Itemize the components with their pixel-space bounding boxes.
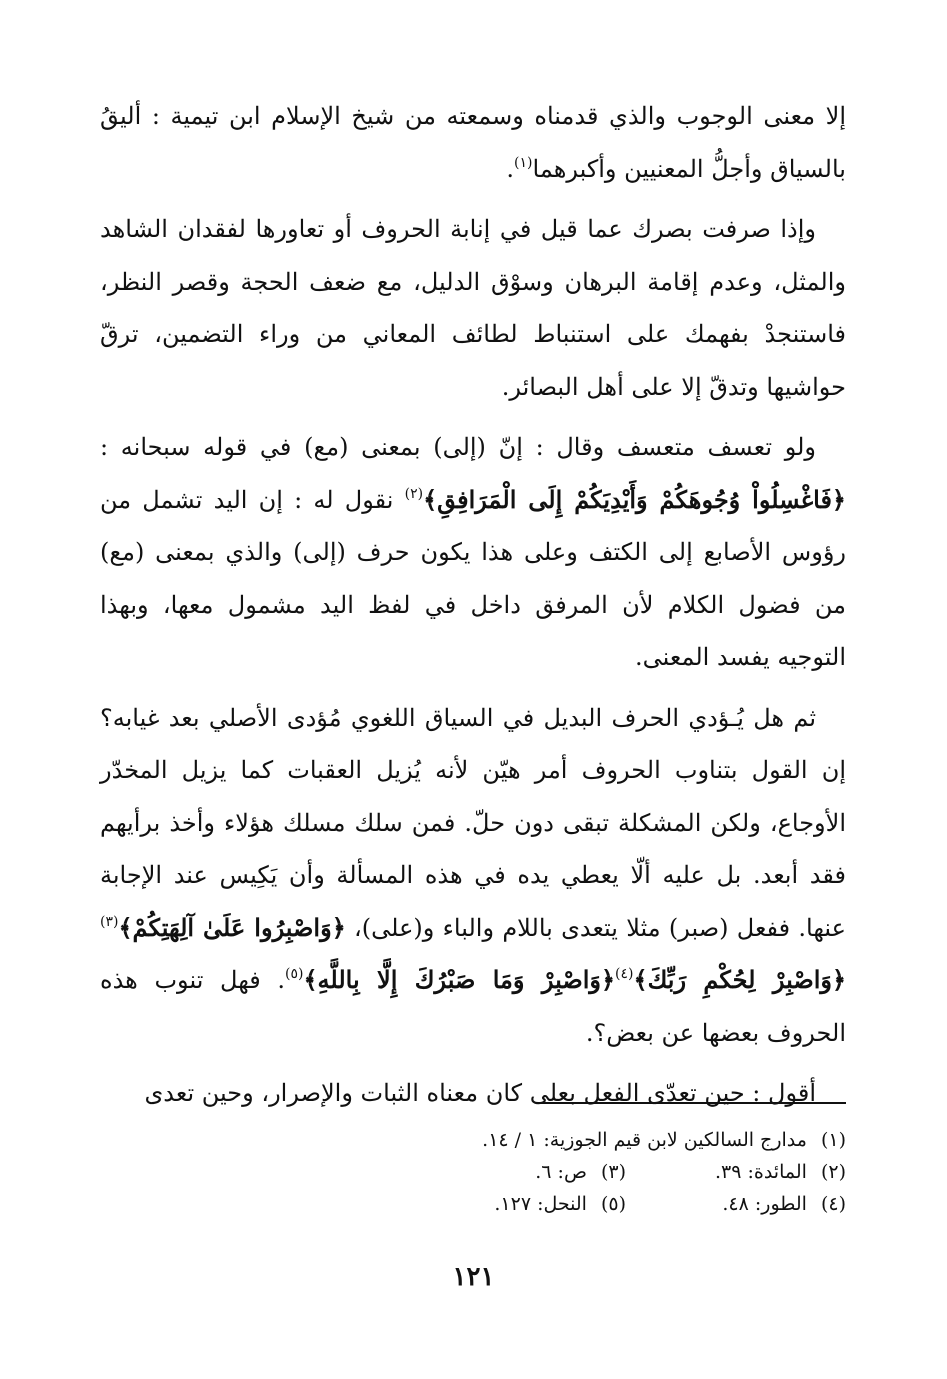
- paragraph-text: أقول : حين تعدّى الفعل بعلى كان معناه الثبات والإصرار، وحين تعدى: [144, 1079, 816, 1107]
- quran-verse: ﴿فَاغْسِلُواْ وُجُوهَكُمْ وَأَيْدِيَكُمْ إِلَى الْمَرَافِقِ﴾: [423, 484, 846, 514]
- paragraph-text: .: [506, 154, 515, 183]
- footnote-marker: (٢): [404, 485, 424, 502]
- paragraph-text: . فهل تنوب هذه الحروف بعضها عن بعض؟.: [100, 966, 846, 1047]
- footnote-separator: [540, 1102, 846, 1104]
- footnote-4: [626, 1188, 846, 1220]
- footnote-text: الطور: ٤٨.: [722, 1193, 807, 1215]
- quran-verse: ﴿وَاصْبِرْ لِحُكْمِ رَبِّكَ﴾: [633, 965, 847, 994]
- paragraph-text: نقول له : إن اليد تشمل من رؤوس الأصابع إلى الكتف وعلى هذا يكون حرف (إلى) والذي بمعنى (مع) من فضول الكلام لأن المرفق داخل في لفظ اليد مشمول معها، وبهذا التوجيه يفسد المعنى.: [100, 485, 846, 671]
- quran-verse: ﴿وَاصْبِرْ وَمَا صَبْرُكَ إِلَّا بِاللَّهِ﴾: [303, 965, 616, 994]
- footnotes: [100, 1124, 846, 1220]
- paragraph: [100, 90, 846, 195]
- paragraph-text: إلا معنى الوجوب والذي قدمناه وسمعته من شيخ الإسلام ابن تيمية : أليقُ بالسياق وأجلُّ المعنيين وأكبرهما: [100, 102, 846, 183]
- footnote-row: [100, 1124, 846, 1156]
- footnote-text: ص: ٦.: [535, 1161, 587, 1183]
- paragraph: [100, 1067, 846, 1120]
- footnote-text: مدارج السالكين لابن قيم الجوزية: ١ / ١٤.: [482, 1129, 807, 1151]
- footnote-marker: (١): [514, 154, 533, 171]
- footnote-marker: (٣): [100, 913, 119, 930]
- footnote-row: [100, 1188, 846, 1220]
- footnote-number: (٣): [600, 1161, 626, 1183]
- footnote-3: [406, 1156, 626, 1188]
- body-text: [100, 90, 846, 1128]
- footnote-text: المائدة: ٣٩.: [714, 1161, 807, 1183]
- paragraph: [100, 421, 846, 684]
- footnote-1: [482, 1124, 846, 1156]
- footnote-number: (٢): [820, 1161, 846, 1183]
- footnote-number: (١): [820, 1129, 846, 1151]
- footnote-5: [406, 1188, 626, 1220]
- footnote-number: (٤): [820, 1193, 846, 1215]
- paragraph-text: ثم هل يُـؤدي الحرف البديل في السياق اللغوي مُؤدى الأصلي بعد غيابه؟ إن القول بتناوب الحروف أمر هيّن لأنه يُزيل العقبات كما يزيل المخدّر الأوجاع، ولكن المشكلة تبقى دون حلّ. فمن سلك مسلك هؤلاء وأخذ برأيهم فقد أبعد. بل عليه ألّا يعطي يده في هذه المسألة وأن يَكِيس عند الإجابة عنها. ففعل (صبر) مثلا يتعدى باللام والباء و(على)،: [100, 703, 846, 942]
- paragraph-text: وإذا صرفت بصرك عما قيل في إنابة الحروف أو تعاورها لفقدان الشاهد والمثل، وعدم إقامة البرهان وسوْق الدليل، مع ضعف الحجة وقصر النظر، فاستنجدْ بفهمك على استنباط لطائف المعاني من وراء التضمين، ترقّ حواشيها وتدقّ إلا على أهل البصائر.: [100, 215, 846, 401]
- paragraph-text: ولو تعسف متعسف وقال : إنّ (إلى) بمعنى (مع) في قوله سبحانه :: [100, 433, 816, 461]
- footnote-row: [100, 1156, 846, 1188]
- paragraph: [100, 692, 846, 1060]
- footnote-marker: (٤): [615, 966, 634, 982]
- paragraph: [100, 203, 846, 413]
- footnote-marker: (٥): [285, 966, 304, 982]
- quran-verse: ﴿وَاصْبِرُوا عَلَىٰ آلِهَتِكُمْ﴾: [118, 912, 346, 942]
- footnote-number: (٥): [600, 1193, 626, 1215]
- footnote-2: [626, 1156, 846, 1188]
- footnote-text: النحل: ١٢٧.: [494, 1193, 587, 1215]
- page-number: ١٢١: [452, 1262, 495, 1292]
